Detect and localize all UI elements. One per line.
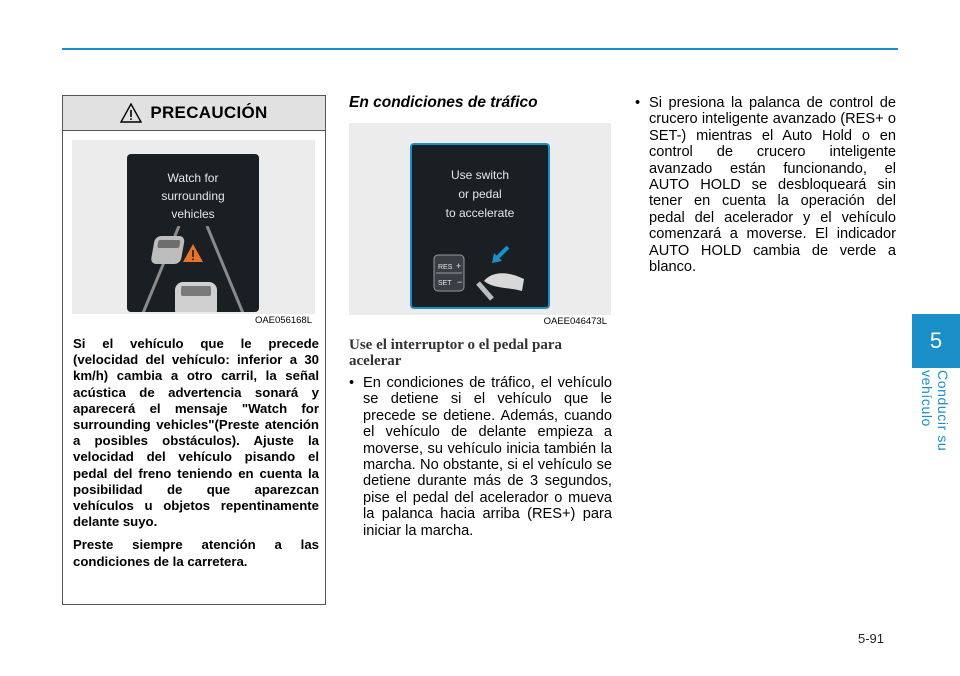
- svg-text:−: −: [457, 277, 463, 287]
- warning-triangle-icon: [120, 103, 142, 123]
- chapter-number-tab: 5: [912, 314, 960, 368]
- bullet-dot: •: [635, 95, 641, 111]
- switch-res-label: RES: [438, 264, 453, 271]
- bullet-text: Si presiona la palanca de control de crucero inteligente avanzado (RES+ o SET-) mientras el Auto Hold o en control de crucero inteligente avanzado están funcionando, el AUTO HOLD se desbloqueará sin tener en cuenta la operación del pedal del acelerador y el vehículo comenzará a moverse. El indicador AUTO HOLD cambia de verde a blanco.: [649, 95, 896, 276]
- screen-line: or pedal: [458, 187, 502, 201]
- caution-figure: [72, 140, 315, 326]
- header-rule: [62, 48, 898, 50]
- figure-code: OAEE046473L: [543, 316, 607, 327]
- screen-line: vehicles: [171, 207, 215, 221]
- caution-header: [63, 96, 325, 131]
- bullet-dot: •: [349, 375, 355, 391]
- figure-code: OAE056168L: [254, 315, 312, 326]
- cluster-display: [127, 154, 259, 312]
- bullet-paragraph: [635, 95, 896, 276]
- caution-text: [73, 336, 319, 577]
- screen-line: to accelerate: [445, 206, 515, 220]
- caution-paragraph: Preste siempre atención a las condiciones de la carretera.: [73, 537, 319, 569]
- screen-line: Use switch: [450, 168, 509, 182]
- screen-line: Watch for: [167, 171, 219, 185]
- cluster-display: [410, 143, 550, 309]
- caution-box: [62, 95, 326, 605]
- section-title: En condiciones de tráfico: [349, 94, 538, 111]
- page-number: 5-91: [858, 631, 885, 646]
- switch-pedal-illustration: [412, 237, 550, 307]
- subheading: Use el interruptor o el pedal para acelerar: [349, 337, 563, 369]
- traffic-figure: [349, 123, 611, 327]
- road-vehicles-illustration: [127, 226, 259, 312]
- svg-text:+: +: [456, 261, 462, 271]
- chapter-title: Conducir su vehículo: [919, 370, 951, 452]
- bullet-paragraph: [349, 375, 612, 539]
- switch-set-label: SET: [438, 280, 452, 287]
- bullet-text: En condiciones de tráfico, el vehículo se detiene si el vehículo que le precede se detiene. Además, cuando el vehículo de delante empieza a moverse, su vehículo inicia también la marcha. No obstante, si el vehículo se detiene durante más de 3 segundos, pise el pedal del acelerador o mueva la palanca hacia arriba (RES+) para iniciar la marcha.: [363, 375, 612, 539]
- caution-title: PRECAUCIÓN: [150, 103, 268, 122]
- caution-paragraph: Si el vehículo que le precede (velocidad del vehículo: inferior a 30 km/h) cambia a otro carril, la señal acústica de advertencia sonará y aparecerá el mensaje "Watch for surrounding vehicles"(Preste atención a posibles obstáculos). Ajuste la velocidad del vehículo pisando el pedal del freno teniendo en cuenta la posibilidad de que aparezcan vehículos u objetos repentinamente delante suyo.: [73, 336, 319, 530]
- screen-line: surrounding: [161, 189, 225, 203]
